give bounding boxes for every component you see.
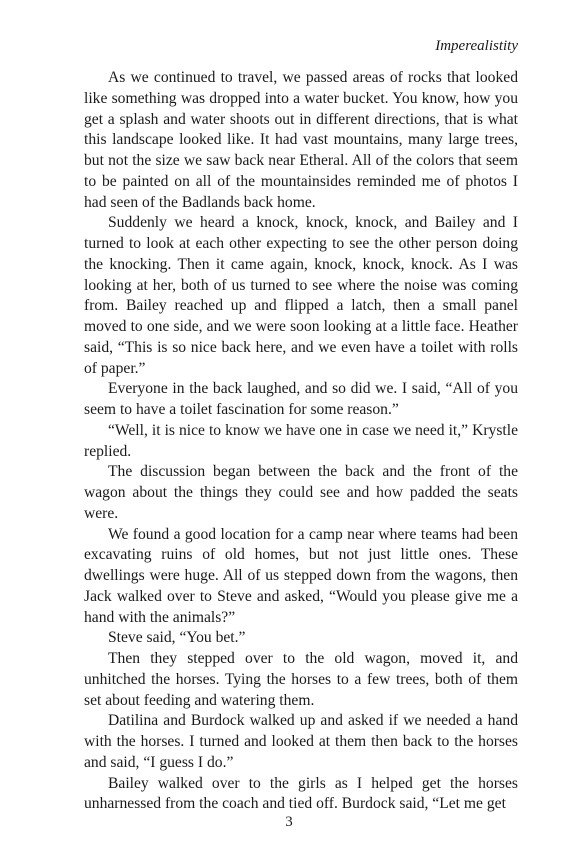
paragraph: The discussion began between the back and the front of the wagon about the things they could see and how padded the seats were. <box>84 463 518 522</box>
paragraph: Bailey walked over to the girls as I helped get the horses unharnessed from the coach and tied off. Burdock said, “Let me get <box>84 774 518 813</box>
paragraph: We found a good location for a camp near where teams had been excavating ruins of old homes, but not just little ones. These dwellings were huge. All of us stepped down from the wagons, then Jack walked over to Steve and asked, “Would you please give me a hand with the animals?” <box>84 525 518 626</box>
paragraph: Suddenly we heard a knock, knock, knock, and Bailey and I turned to look at each other expecting to see the other person doing the knocking. Then it came again, knock, knock, knock. As I was looking at her, both of us turned to see where the noise was coming from. Bailey reached up and flipped a latch, then a small panel moved to one side, and we were soon looking at a little face. Heather said, “This is so nice back here, and we even have a toilet with rolls of paper.” <box>84 214 518 377</box>
paragraph: As we continued to travel, we passed areas of rocks that looked like something was dropped into a water bucket. You know, how you get a splash and water shoots out in different directions, that is what this landscape looked like. It had vast mountains, many large trees, but not the size we saw back near Etheral. All of the colors that seem to be painted on all of the mountainsides reminded me of photos I had seen of the Badlands back home. <box>84 69 518 211</box>
body-text <box>84 68 518 815</box>
page-number: 3 <box>285 814 293 830</box>
paragraph: Everyone in the back laughed, and so did we. I said, “All of you seem to have a toilet fascination for some reason.” <box>84 380 518 418</box>
paragraph: “Well, it is nice to know we have one in case we need it,” Krystle replied. <box>84 421 518 460</box>
paragraph: Steve said, “You bet.” <box>108 629 246 647</box>
paragraph: Then they stepped over to the old wagon, moved it, and unhitched the horses. Tying the horses to a few trees, both of them set about feeding and watering them. <box>84 650 518 709</box>
paragraph: Datilina and Burdock walked up and asked if we needed a hand with the horses. I turned and looked at them then back to the horses and said, “I guess I do.” <box>84 712 518 771</box>
running-header: Imperealistity <box>435 38 518 54</box>
